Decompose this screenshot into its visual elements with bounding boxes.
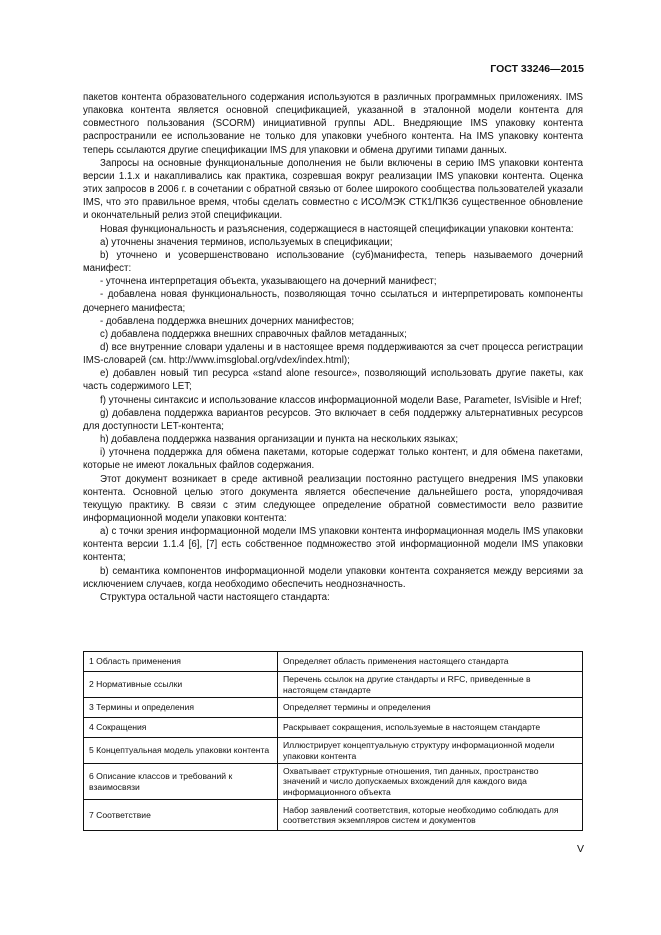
section-cell: 7 Соответствие [84,800,278,831]
table-row [84,652,583,672]
paragraph: i) уточнена поддержка для обмена пакетами, которые содержат только контент, и для обмена пакетами, которые не имеют локальных файлов содержания. [83,447,583,472]
paragraph: - добавлена поддержка внешних дочерних манифестов; [100,315,355,327]
paragraph: a) с точки зрения информационной модели IMS упаковки контента информационная модель IMS упаковки контента версии 1.1.4 [6], [7] есть собственное подмножество этой информационной модели IMS упаковки контента; [83,526,583,564]
section-cell: 6 Описание классов и требований к взаимосвязи [84,764,278,800]
paragraph: h) добавлена поддержка названия организации и пункта на нескольких языках; [100,434,459,446]
description-cell: Определяет область применения настоящего стандарта [278,652,583,672]
page-number: V [576,843,584,855]
table-row [84,698,583,718]
section-cell: 1 Область применения [84,652,278,672]
section-cell: 5 Концептуальная модель упаковки контента [84,738,278,764]
description-cell: Перечень ссылок на другие стандарты и RFC, приведенные в настоящем стандарте [278,672,583,698]
table-row [84,672,583,698]
table-row [84,800,583,831]
paragraph: b) семантика компонентов информационной модели упаковки контента сохраняется между версиями за исключением случаев, когда необходимо обеспечить неоднозначность. [83,565,583,590]
paragraph: c) добавлена поддержка внешних справочных файлов метаданных; [100,328,407,340]
structure-table [83,651,583,831]
paragraph: Запросы на основные функциональные дополнения не были включены в серию IMS упаковки контента версии 1.1.x и накапливались как практика, созревшая вокруг реализации IMS упаковки контента. Оценка этих запросов в 2006 г. в сочетании с обратной связью от более широкого сообщества пользователей указали IMS, что это правильное время, чтобы сделать совместно с ИСО/МЭК СТК1/ПК36 существенное обновление и окончательный релиз этой спецификации. [83,157,583,222]
description-cell: Охватывает структурные отношения, тип данных, пространство значений и число допускаемых вхождений для каждого вида информационного объекта [278,764,583,800]
description-cell: Определяет термины и определения [278,698,583,718]
description-cell: Набор заявлений соответствия, которые необходимо соблюдать для соответствия экземпляров систем и документов [278,800,583,831]
paragraph: Структура остальной части настоящего стандарта: [100,591,330,603]
paragraph: - добавлена новая функциональность, позволяющая точно ссылаться и интерпретировать компоненты дочернего манифеста; [83,289,583,314]
paragraph: e) добавлен новый тип ресурса «stand alone resource», позволяющий использовать другие пакеты, как часть содержимого LET; [83,368,583,393]
table-row [84,718,583,738]
section-cell: 4 Сокращения [84,718,278,738]
description-cell: Иллюстрирует концептуальную структуру информационной модели упаковки контента [278,738,583,764]
paragraph: Новая функциональность и разъяснения, содержащиеся в настоящей спецификации упаковки контента: [100,223,574,235]
section-cell: 3 Термины и определения [84,698,278,718]
paragraph: Этот документ возникает в среде активной реализации постоянно растущего внедрения IMS упаковки контента. Основной целью этого документа является обеспечение дальнейшего роста, упорядочивая текущую практику. В связи с этим следующее определение обратной совместимости вело развитие информационной модели упаковки контента: [83,473,583,524]
paragraph: a) уточнены значения терминов, используемых в спецификации; [100,236,393,248]
section-cell: 2 Нормативные ссылки [84,672,278,698]
paragraph: b) уточнено и усовершенствовано использование (суб)манифеста, теперь называемого дочерний манифест: [83,249,583,275]
paragraph: - уточнена интерпретация объекта, указывающего на дочерний манифест; [100,276,437,288]
table-row [84,764,583,800]
paragraph: g) добавлена поддержка вариантов ресурсов. Это включает в себя поддержку альтернативных ресурсов для доступности LET-контента; [83,407,583,432]
paragraph: f) уточнены синтаксис и использование классов информационной модели Base, Parameter, IsVisible и Href; [100,394,582,406]
table-row [84,738,583,764]
paragraph: d) все внутренние словари удалены и в настоящее время поддерживаются за счет процесса регистрации IMS-словарей (см. http://www.imsglobal.org/vdex/index.html); [83,341,583,367]
body-text [83,91,583,604]
paragraph: пакетов контента образовательного содержания используются в различных программных приложениях. IMS упаковка контента является основной спецификацией, указанной в эталонной модели контента для совместного пользования (SCORM) инициативной группы ADL. Внедряющие IMS упаковку контента распространили ее использование не только для упаковки учебного контента. На IMS упаковку контента теперь ссылаются другие спецификации IMS для упаковки и обмена другими типами данных. [83,92,583,156]
description-cell: Раскрывает сокращения, используемые в настоящем стандарте [278,718,583,738]
standard-code-header: ГОСТ 33246—2015 [490,63,584,75]
